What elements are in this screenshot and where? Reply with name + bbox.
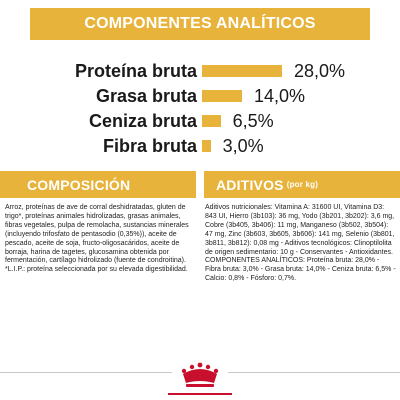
composition-title: COMPOSICIÓN: [27, 176, 131, 193]
divider-line: [0, 372, 172, 373]
nutrient-label: Grasa bruta: [95, 86, 197, 106]
nutrient-value: 6,5%: [232, 111, 274, 131]
nutrient-value: 3,0%: [222, 136, 264, 156]
nutrient-bar: [202, 140, 211, 152]
nutrient-label: Ceniza bruta: [88, 111, 197, 131]
additives-text: Aditivos nutricionales: Vitamina A: 31600 UI, Vitamina D3: 843 UI, Hierro (3b103): 36 mg, Yodo (3b201, 3b202): 3,6 mg, Cobre (3b405, 3b406): 11 mg, Manganeso (3b502, 3b504): 47 mg, Zinc (3b603, 3b605, 3b606): 141 mg, Selenio (3b801, 3b811, 3b812): 0,08 mg - Aditivos tecnológicos: Clinoptilolita de origen sedimentario: 10 g - Conservantes - Antioxidantes. COMPONENTES ANALÍTICOS: Proteína bruta: 28,0% - Fibra bruta: 3,0% - Grasa bruta: 14,0% - Ceniza bruta: 6,5% - Calcio: 0,8% - Fósforo: 0,7%.: [205, 204, 396, 283]
nutrient-value: 28,0%: [294, 61, 346, 81]
additives-unit: (por kg): [286, 180, 319, 189]
crown-logo-icon: [175, 360, 225, 390]
nutrient-row: [0, 133, 400, 159]
section-header-analytic-components: [30, 8, 370, 40]
nutrient-row: [0, 58, 400, 84]
nutrient-row: [0, 108, 400, 134]
composition-text: Arroz, proteínas de ave de corral deshidratadas, gluten de trigo*, proteínas animales hidrolizadas, grasas animales, fibras vegetales, pulpa de remolacha, sustancias minerales (incluyendo trifosfato de pentasodio (0,35%)), aceite de pescado, aceite de soja, fructo-oligosacáridos, aceite de borraja, harina de tagetes, glucosamina obtenida por fermentación, cartílago hidrolizado (fuente de condroitina). *L.I.P.: proteína seleccionada por su elevada digestibilidad.: [5, 204, 189, 274]
brand-wordmark-logo: [150, 390, 250, 398]
nutrient-bar: [202, 90, 242, 102]
nutrient-label: Proteína bruta: [74, 61, 197, 81]
nutrient-bar: [202, 65, 282, 77]
nutrient-value: 14,0%: [254, 86, 306, 106]
section-header-additives: [204, 171, 400, 198]
divider-line: [228, 372, 400, 373]
section-header-composition: [0, 171, 196, 198]
nutrient-row: [0, 83, 400, 109]
nutrient-bar: [202, 115, 221, 127]
additives-title: ADITIVOS: [216, 176, 284, 193]
section-title: COMPONENTES ANALÍTICOS: [84, 15, 316, 32]
nutrient-label: Fibra bruta: [102, 136, 197, 156]
